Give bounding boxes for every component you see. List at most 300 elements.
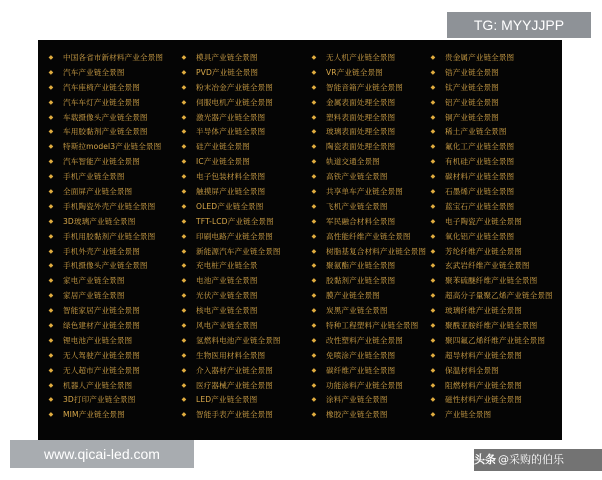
diamond-bullet-icon: ◆	[311, 232, 317, 240]
list-item	[311, 124, 426, 139]
list-item-label: 模具产业链全景图	[196, 52, 258, 62]
list-item	[181, 199, 281, 214]
diamond-bullet-icon: ◆	[48, 173, 54, 181]
list-item-label: 功能涂料产业链全景图	[326, 380, 403, 390]
list-item-label: 碳材料产业链全景图	[445, 172, 515, 182]
list-item	[48, 80, 163, 95]
list-item	[181, 154, 281, 169]
list-item-label: 核电产业链全景图	[196, 306, 258, 316]
list-item-label: 玻璃纤维产业链全景图	[445, 306, 522, 316]
diamond-bullet-icon: ◆	[311, 307, 317, 315]
diamond-bullet-icon: ◆	[181, 411, 187, 419]
diamond-bullet-icon: ◆	[48, 202, 54, 210]
list-item	[48, 110, 163, 125]
diamond-bullet-icon: ◆	[48, 247, 54, 255]
list-item-label: 无人机产业链全景图	[326, 52, 396, 62]
diamond-bullet-icon: ◆	[48, 381, 54, 389]
diamond-bullet-icon: ◆	[181, 202, 187, 210]
list-item-label: 无人驾驶产业链全景图	[63, 350, 140, 360]
diamond-bullet-icon: ◆	[311, 158, 317, 166]
list-item	[48, 333, 163, 348]
list-item-label: 充电桩产业链全景	[196, 261, 258, 271]
list-item-label: 芳纶纤维产业链全景图	[445, 246, 522, 256]
list-item-label: 聚氨酯产业链全景图	[326, 261, 396, 271]
list-item-label: 特种工程塑料产业链全景图	[326, 320, 419, 330]
list-item-label: TFT-LCD产业链全景图	[196, 216, 274, 226]
list-item	[48, 363, 163, 378]
list-item	[311, 50, 426, 65]
list-item	[430, 154, 553, 169]
diamond-bullet-icon: ◆	[311, 396, 317, 404]
diamond-bullet-icon: ◆	[430, 336, 436, 344]
diamond-bullet-icon: ◆	[311, 351, 317, 359]
list-item	[181, 273, 281, 288]
list-item	[311, 154, 426, 169]
list-item	[311, 392, 426, 407]
diamond-bullet-icon: ◆	[311, 68, 317, 76]
list-item	[181, 124, 281, 139]
diamond-bullet-icon: ◆	[311, 411, 317, 419]
list-item	[430, 80, 553, 95]
diamond-bullet-icon: ◆	[430, 321, 436, 329]
list-item	[430, 95, 553, 110]
list-item-label: 玄武岩纤维产业链全景图	[445, 261, 530, 271]
list-item-label: 手机陶瓷外壳产业链全景图	[63, 201, 156, 211]
diamond-bullet-icon: ◆	[181, 247, 187, 255]
diamond-bullet-icon: ◆	[48, 262, 54, 270]
list-item	[430, 407, 553, 422]
list-item-label: 玻璃表面处理全景图	[326, 127, 396, 137]
diamond-bullet-icon: ◆	[311, 277, 317, 285]
list-item-label: 锆产业链全景图	[445, 67, 499, 77]
diamond-bullet-icon: ◆	[311, 187, 317, 195]
diamond-bullet-icon: ◆	[430, 232, 436, 240]
list-item	[181, 363, 281, 378]
diamond-bullet-icon: ◆	[430, 113, 436, 121]
list-item	[48, 50, 163, 65]
list-item	[311, 110, 426, 125]
diamond-bullet-icon: ◆	[430, 128, 436, 136]
list-item	[48, 288, 163, 303]
diamond-bullet-icon: ◆	[48, 98, 54, 106]
list-item-label: 超高分子量聚乙烯产业链全景图	[445, 291, 553, 301]
list-item	[181, 95, 281, 110]
list-item-label: 阻燃材料产业链全景图	[445, 380, 522, 390]
list-item	[430, 169, 553, 184]
list-item	[48, 378, 163, 393]
list-item-label: 印刷电路产业链全景图	[196, 231, 273, 241]
list-item-label: 手机用胶黏剂产业链全景图	[63, 231, 156, 241]
list-item	[48, 154, 163, 169]
telegram-badge: TG: MYYJJPP	[447, 12, 591, 38]
diamond-bullet-icon: ◆	[181, 128, 187, 136]
diamond-bullet-icon: ◆	[311, 321, 317, 329]
diamond-bullet-icon: ◆	[48, 217, 54, 225]
list-item-label: 家居产业链全景图	[63, 291, 125, 301]
diamond-bullet-icon: ◆	[48, 321, 54, 329]
diamond-bullet-icon: ◆	[430, 292, 436, 300]
diamond-bullet-icon: ◆	[181, 173, 187, 181]
list-item-label: PVD产业链全景图	[196, 67, 259, 77]
list-item	[311, 363, 426, 378]
column-2	[181, 50, 281, 422]
diamond-bullet-icon: ◆	[48, 232, 54, 240]
list-item-label: 高性能纤维产业链全景图	[326, 231, 411, 241]
list-item-label: 激光器产业链全景图	[196, 112, 266, 122]
column-3	[311, 50, 426, 422]
diamond-bullet-icon: ◆	[181, 113, 187, 121]
list-item-label: 手机摄像头产业链全景图	[63, 261, 148, 271]
list-item-label: 蓝宝石产业链全景图	[445, 201, 515, 211]
list-item	[48, 184, 163, 199]
list-item	[48, 65, 163, 80]
list-item-label: 风电产业链全景图	[196, 320, 258, 330]
diamond-bullet-icon: ◆	[311, 202, 317, 210]
diamond-bullet-icon: ◆	[430, 396, 436, 404]
diamond-bullet-icon: ◆	[48, 277, 54, 285]
list-item-label: 膜产业链全景图	[326, 291, 380, 301]
diamond-bullet-icon: ◆	[48, 396, 54, 404]
list-item-label: LED产业链全景图	[196, 395, 258, 405]
diamond-bullet-icon: ◆	[311, 53, 317, 61]
list-item	[430, 229, 553, 244]
list-item-label: 电子包装材料全景图	[196, 172, 266, 182]
watermark-author: @采购的伯乐	[498, 453, 564, 466]
list-item-label: 免喷涂产业链全景图	[326, 350, 396, 360]
list-item	[430, 258, 553, 273]
list-item-label: 3D打印产业链全景图	[63, 395, 136, 405]
list-item	[48, 139, 163, 154]
list-item-label: 硅产业链全景图	[196, 142, 250, 152]
list-item	[48, 303, 163, 318]
list-item-label: 手机外壳产业链全景图	[63, 246, 140, 256]
list-item-label: 碳纤维产业链全景图	[326, 365, 396, 375]
diamond-bullet-icon: ◆	[430, 277, 436, 285]
list-item	[181, 288, 281, 303]
list-item	[48, 95, 163, 110]
list-item-label: 智能音箱产业链全景图	[326, 82, 403, 92]
diamond-bullet-icon: ◆	[48, 83, 54, 91]
list-item-label: 3D玻璃产业链全景图	[63, 216, 136, 226]
list-item-label: 伺服电机产业链全景图	[196, 97, 273, 107]
diamond-bullet-icon: ◆	[181, 366, 187, 374]
diamond-bullet-icon: ◆	[430, 351, 436, 359]
diamond-bullet-icon: ◆	[181, 68, 187, 76]
list-item	[48, 214, 163, 229]
list-item-label: 保温材料全景图	[445, 365, 499, 375]
list-item-label: 汽车座椅产业链全景图	[63, 82, 140, 92]
list-item-label: 电池产业链全景图	[196, 276, 258, 286]
column-4	[430, 50, 553, 422]
list-item	[311, 378, 426, 393]
diamond-bullet-icon: ◆	[48, 113, 54, 121]
diamond-bullet-icon: ◆	[181, 292, 187, 300]
list-item-label: OLED产业链全景图	[196, 201, 264, 211]
diamond-bullet-icon: ◆	[48, 187, 54, 195]
diamond-bullet-icon: ◆	[311, 113, 317, 121]
list-item-label: 光伏产业链全景图	[196, 291, 258, 301]
list-item-label: 军民融合材料全景图	[326, 216, 396, 226]
list-item	[430, 65, 553, 80]
list-item	[311, 258, 426, 273]
diamond-bullet-icon: ◆	[181, 307, 187, 315]
list-item-label: 铝产业链全景图	[445, 97, 499, 107]
list-item	[311, 273, 426, 288]
diamond-bullet-icon: ◆	[311, 83, 317, 91]
list-item-label: 改性塑料产业链全景图	[326, 335, 403, 345]
list-item-label: 共享单车产业链全景图	[326, 186, 403, 196]
list-item-label: 无人超市产业链全景图	[63, 365, 140, 375]
list-item	[48, 392, 163, 407]
diamond-bullet-icon: ◆	[311, 292, 317, 300]
diamond-bullet-icon: ◆	[430, 262, 436, 270]
list-item	[48, 348, 163, 363]
list-item-label: 智能家居产业链全景图	[63, 306, 140, 316]
diamond-bullet-icon: ◆	[181, 83, 187, 91]
list-item	[48, 199, 163, 214]
list-item	[181, 303, 281, 318]
list-item-label: 医疗器械产业链全景图	[196, 380, 273, 390]
list-item-label: 触摸屏产业链全景图	[196, 186, 266, 196]
list-item-label: 氟化工产业链全景图	[445, 142, 515, 152]
list-item	[430, 244, 553, 259]
list-item-label: 氢燃料电池产业链全景图	[196, 335, 281, 345]
list-item	[311, 169, 426, 184]
list-item-label: MIM产业链全景图	[63, 410, 125, 420]
diamond-bullet-icon: ◆	[430, 143, 436, 151]
list-item-label: 介入器材产业链全景图	[196, 365, 273, 375]
diamond-bullet-icon: ◆	[48, 366, 54, 374]
list-item	[430, 214, 553, 229]
list-item-label: 中国各省市新材料产业全景图	[63, 52, 164, 62]
list-item	[311, 95, 426, 110]
list-item-label: 智能手表产业链全景图	[196, 410, 273, 420]
diamond-bullet-icon: ◆	[48, 411, 54, 419]
diamond-bullet-icon: ◆	[181, 158, 187, 166]
list-item	[181, 348, 281, 363]
list-item	[430, 348, 553, 363]
diamond-bullet-icon: ◆	[48, 143, 54, 151]
list-item-label: 铜产业链全景图	[445, 112, 499, 122]
list-item	[181, 244, 281, 259]
diamond-bullet-icon: ◆	[48, 53, 54, 61]
list-item	[181, 258, 281, 273]
diamond-bullet-icon: ◆	[430, 307, 436, 315]
list-item	[430, 288, 553, 303]
diamond-bullet-icon: ◆	[48, 68, 54, 76]
list-item	[181, 110, 281, 125]
list-item	[430, 318, 553, 333]
diamond-bullet-icon: ◆	[181, 321, 187, 329]
list-item	[181, 392, 281, 407]
list-item-label: 汽车智能产业链全景图	[63, 157, 140, 167]
list-item-label: 聚酰亚胺纤维产业链全景图	[445, 320, 538, 330]
diamond-bullet-icon: ◆	[430, 187, 436, 195]
diamond-bullet-icon: ◆	[181, 381, 187, 389]
diamond-bullet-icon: ◆	[311, 247, 317, 255]
list-item-label: 汽车产业链全景图	[63, 67, 125, 77]
list-item-label: 高铁产业链全景图	[326, 172, 388, 182]
diamond-bullet-icon: ◆	[430, 202, 436, 210]
list-item-label: 车用胶黏剂产业链全景图	[63, 127, 148, 137]
diamond-bullet-icon: ◆	[430, 53, 436, 61]
list-item	[181, 139, 281, 154]
list-item-label: 塑料表面处理全景图	[326, 112, 396, 122]
list-item-label: 树脂基复合材料产业链全景图	[326, 246, 427, 256]
diamond-bullet-icon: ◆	[430, 68, 436, 76]
list-item	[430, 392, 553, 407]
list-item	[181, 333, 281, 348]
list-item	[181, 50, 281, 65]
list-item	[181, 229, 281, 244]
watermark-brand: 头条	[474, 453, 496, 466]
list-item-label: 涂料产业链全景图	[326, 395, 388, 405]
diamond-bullet-icon: ◆	[311, 336, 317, 344]
column-1	[48, 50, 163, 422]
list-item	[181, 378, 281, 393]
list-item	[311, 407, 426, 422]
list-item	[48, 258, 163, 273]
diamond-bullet-icon: ◆	[181, 143, 187, 151]
list-item-label: 陶瓷表面处理全景图	[326, 142, 396, 152]
list-item	[430, 273, 553, 288]
list-item-label: IC产业链全景图	[196, 157, 250, 167]
list-item	[311, 244, 426, 259]
list-item	[181, 214, 281, 229]
list-item-label: 稀土产业链全景图	[445, 127, 507, 137]
list-item-label: 半导体产业链全景图	[196, 127, 266, 137]
diamond-bullet-icon: ◆	[181, 262, 187, 270]
list-item	[430, 124, 553, 139]
list-item	[48, 169, 163, 184]
list-item	[311, 214, 426, 229]
diamond-bullet-icon: ◆	[48, 292, 54, 300]
list-item-label: 贵金属产业链全景图	[445, 52, 515, 62]
diamond-bullet-icon: ◆	[430, 366, 436, 374]
list-item-label: 全面屏产业链全景图	[63, 186, 133, 196]
list-item	[311, 65, 426, 80]
list-item	[430, 184, 553, 199]
diamond-bullet-icon: ◆	[181, 277, 187, 285]
list-item-label: 聚四氟乙烯纤维产业链全景图	[445, 335, 546, 345]
list-item-label: 手机产业链全景图	[63, 172, 125, 182]
diamond-bullet-icon: ◆	[181, 351, 187, 359]
list-item-label: 新能源汽车产业链全景图	[196, 246, 281, 256]
list-item-label: 胶黏剂产业链全景图	[326, 276, 396, 286]
list-item	[311, 333, 426, 348]
list-item	[311, 139, 426, 154]
diamond-bullet-icon: ◆	[48, 158, 54, 166]
list-item	[430, 139, 553, 154]
diamond-bullet-icon: ◆	[311, 262, 317, 270]
diamond-bullet-icon: ◆	[430, 83, 436, 91]
list-item	[311, 348, 426, 363]
list-item-label: 聚苯硫醚纤维产业链全景图	[445, 276, 538, 286]
watermark	[474, 449, 602, 471]
list-item	[181, 407, 281, 422]
list-item-label: 锂电池产业链全景图	[63, 335, 133, 345]
diamond-bullet-icon: ◆	[181, 396, 187, 404]
list-item-label: 飞机产业链全景图	[326, 201, 388, 211]
diamond-bullet-icon: ◆	[181, 217, 187, 225]
list-item	[430, 333, 553, 348]
list-item	[430, 303, 553, 318]
diamond-bullet-icon: ◆	[181, 98, 187, 106]
list-item	[181, 184, 281, 199]
list-item	[48, 273, 163, 288]
list-item	[48, 124, 163, 139]
list-item	[48, 318, 163, 333]
list-item	[181, 169, 281, 184]
diamond-bullet-icon: ◆	[311, 173, 317, 181]
diamond-bullet-icon: ◆	[48, 307, 54, 315]
diamond-bullet-icon: ◆	[430, 411, 436, 419]
list-item	[311, 318, 426, 333]
website-badge: www.qicai-led.com	[10, 440, 194, 468]
list-item-label: 氧化铝产业链全景图	[445, 231, 515, 241]
list-item	[311, 80, 426, 95]
list-item-label: VR产业链全景图	[326, 67, 383, 77]
list-item	[430, 110, 553, 125]
diamond-bullet-icon: ◆	[181, 232, 187, 240]
list-item-label: 粉末冶金产业链全景图	[196, 82, 273, 92]
list-item	[311, 199, 426, 214]
list-item-label: 生物医用材料全景图	[196, 350, 266, 360]
list-item-label: 绿色建材产业链全景图	[63, 320, 140, 330]
list-item	[48, 407, 163, 422]
list-item-label: 特斯拉model3产业链全景图	[63, 142, 162, 152]
list-item-label: 电子陶瓷产业链全景图	[445, 216, 522, 226]
list-item-label: 产业链全景图	[445, 410, 492, 420]
diamond-bullet-icon: ◆	[181, 336, 187, 344]
list-item-label: 磁性材料产业链全景图	[445, 395, 522, 405]
list-item-label: 有机硅产业链全景图	[445, 157, 515, 167]
list-item-label: 机器人产业链全景图	[63, 380, 133, 390]
diamond-bullet-icon: ◆	[311, 381, 317, 389]
diamond-bullet-icon: ◆	[181, 53, 187, 61]
list-item-label: 石墨烯产业链全景图	[445, 186, 515, 196]
list-item-label: 超导材料产业链全景图	[445, 350, 522, 360]
diamond-bullet-icon: ◆	[430, 98, 436, 106]
list-item	[311, 184, 426, 199]
list-item	[430, 199, 553, 214]
list-item	[181, 65, 281, 80]
list-item-label: 轨道交通全景图	[326, 157, 380, 167]
diamond-bullet-icon: ◆	[430, 217, 436, 225]
diamond-bullet-icon: ◆	[181, 187, 187, 195]
list-item	[430, 50, 553, 65]
diamond-bullet-icon: ◆	[311, 217, 317, 225]
list-item-label: 金属表面处理全景图	[326, 97, 396, 107]
list-item-label: 汽车车灯产业链全景图	[63, 97, 140, 107]
diamond-bullet-icon: ◆	[430, 158, 436, 166]
list-item	[181, 318, 281, 333]
list-item	[181, 80, 281, 95]
diamond-bullet-icon: ◆	[311, 98, 317, 106]
list-item	[430, 378, 553, 393]
list-item-label: 家电产业链全景图	[63, 276, 125, 286]
diamond-bullet-icon: ◆	[430, 247, 436, 255]
list-item	[311, 288, 426, 303]
diamond-bullet-icon: ◆	[430, 381, 436, 389]
list-item	[48, 244, 163, 259]
list-item	[311, 229, 426, 244]
list-item-label: 车载摄像头产业链全景图	[63, 112, 148, 122]
diamond-bullet-icon: ◆	[311, 143, 317, 151]
diamond-bullet-icon: ◆	[48, 351, 54, 359]
diamond-bullet-icon: ◆	[48, 336, 54, 344]
list-item-label: 橡胶产业链全景图	[326, 410, 388, 420]
